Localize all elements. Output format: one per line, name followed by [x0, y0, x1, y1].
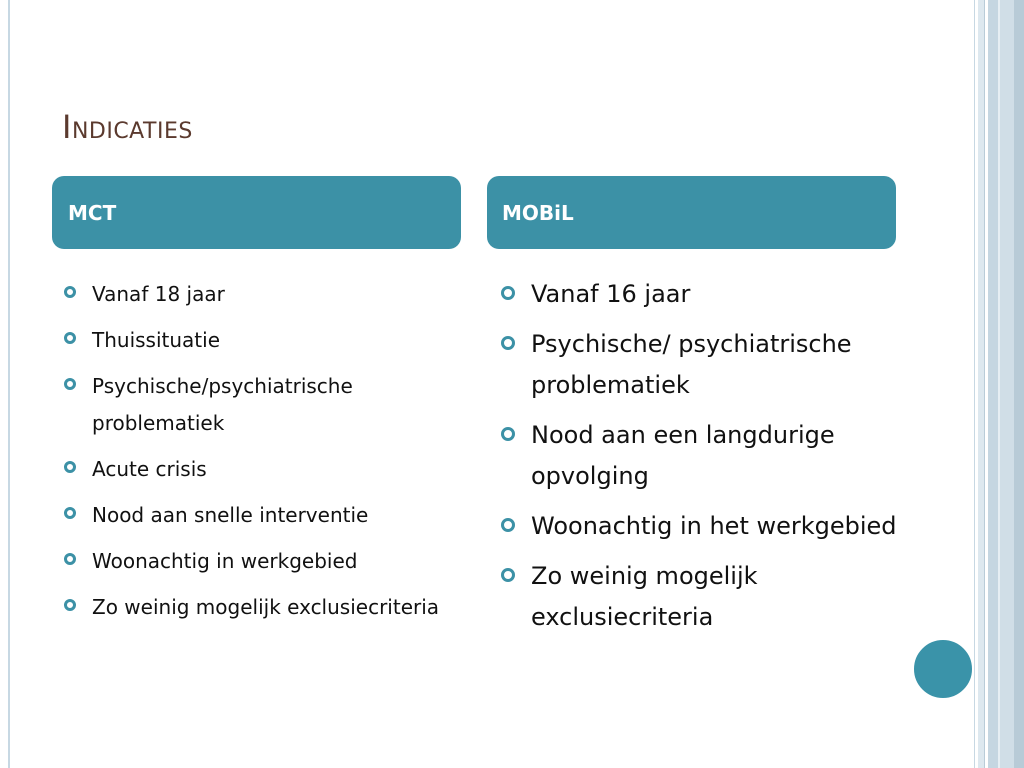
right-stripe: [974, 0, 975, 768]
list-item: [92, 497, 452, 534]
mobil-header-label: MOBiL: [502, 200, 574, 225]
list-item: [531, 556, 911, 638]
bullet-icon: [501, 427, 515, 441]
list-item: [531, 324, 911, 406]
bullet-icon: [64, 332, 76, 344]
list-item-text: Thuissituatie: [92, 328, 220, 352]
list-item: [92, 589, 452, 626]
list-item-text: Vanaf 16 jaar: [531, 280, 691, 308]
mct-list: [92, 276, 452, 635]
list-item-text: Nood aan snelle interventie: [92, 503, 369, 527]
list-item: [531, 506, 911, 547]
bullet-icon: [64, 553, 76, 565]
bullet-icon: [64, 507, 76, 519]
mobil-header: [487, 176, 896, 249]
list-item-text: Woonachtig in het werkgebied: [531, 512, 897, 540]
right-stripe: [988, 0, 998, 768]
list-item-text: Psychische/psychiatrische problematiek: [92, 374, 353, 435]
right-stripe: [984, 0, 985, 768]
bullet-icon: [64, 599, 76, 611]
list-item: [92, 451, 452, 488]
list-item-text: Woonachtig in werkgebied: [92, 549, 358, 573]
bullet-icon: [64, 286, 76, 298]
mobil-list: [531, 274, 911, 647]
list-item-text: Zo weinig mogelijk exclusiecriteria: [531, 562, 758, 631]
left-frame-line: [8, 0, 10, 768]
list-item: [531, 415, 911, 497]
list-item-text: Vanaf 18 jaar: [92, 282, 225, 306]
bullet-icon: [64, 378, 76, 390]
list-item: [92, 543, 452, 580]
mct-header: [52, 176, 461, 249]
list-item: [92, 368, 452, 442]
mct-header-label: MCT: [68, 200, 117, 225]
list-item: [92, 276, 452, 313]
list-item-text: Acute crisis: [92, 457, 207, 481]
right-stripe: [1000, 0, 1014, 768]
list-item: [531, 274, 911, 315]
slide-title: Indicaties: [62, 108, 193, 146]
list-item-text: Nood aan een langdurige opvolging: [531, 421, 835, 490]
right-stripe: [1014, 0, 1024, 768]
list-item-text: Psychische/ psychiatrische problematiek: [531, 330, 852, 399]
bullet-icon: [64, 461, 76, 473]
list-item: [92, 322, 452, 359]
bullet-icon: [501, 336, 515, 350]
bullet-icon: [501, 518, 515, 532]
list-item-text: Zo weinig mogelijk exclusiecriteria: [92, 595, 440, 619]
bullet-icon: [501, 568, 515, 582]
bullet-icon: [501, 286, 515, 300]
decorative-circle: [912, 638, 974, 700]
